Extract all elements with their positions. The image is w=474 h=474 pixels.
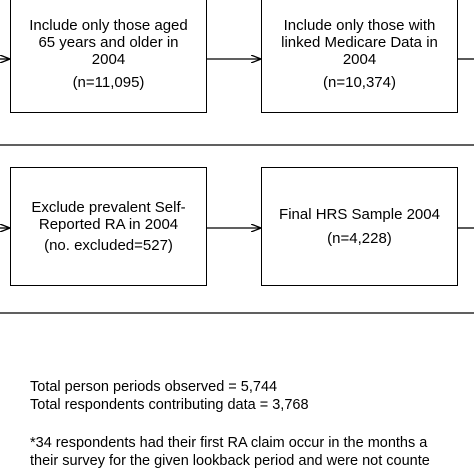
footnote-line-1: *34 respondents had their first RA claim occur in the months a xyxy=(30,435,428,451)
include-age-65-text: Include only those aged 65 years and older in 2004 xyxy=(29,16,188,68)
total-respondents: Total respondents contributing data = 3,768 xyxy=(30,397,309,413)
exclude-prevalent-ra-text: Exclude prevalent Self- Reported RA in 2004 xyxy=(31,199,186,233)
exclude-prevalent-ra-count: (no. excluded=527) xyxy=(44,237,173,254)
exclude-prevalent-ra-box xyxy=(10,167,207,286)
final-sample-box xyxy=(261,167,458,286)
total-person-periods: Total person periods observed = 5,744 xyxy=(30,379,278,395)
include-medicare-text: Include only those with linked Medicare Data in 2004 xyxy=(281,16,438,68)
include-age-65-count: (n=11,095) xyxy=(72,73,145,91)
final-sample-count: (n=4,228) xyxy=(327,230,392,247)
final-sample-text: Final HRS Sample 2004 xyxy=(279,206,440,223)
include-age-65-box xyxy=(10,0,207,113)
footnote-line-2: their survey for the given lookback period and were not counte xyxy=(30,453,430,469)
include-medicare-count: (n=10,374) xyxy=(323,73,396,91)
include-medicare-box xyxy=(261,0,458,113)
